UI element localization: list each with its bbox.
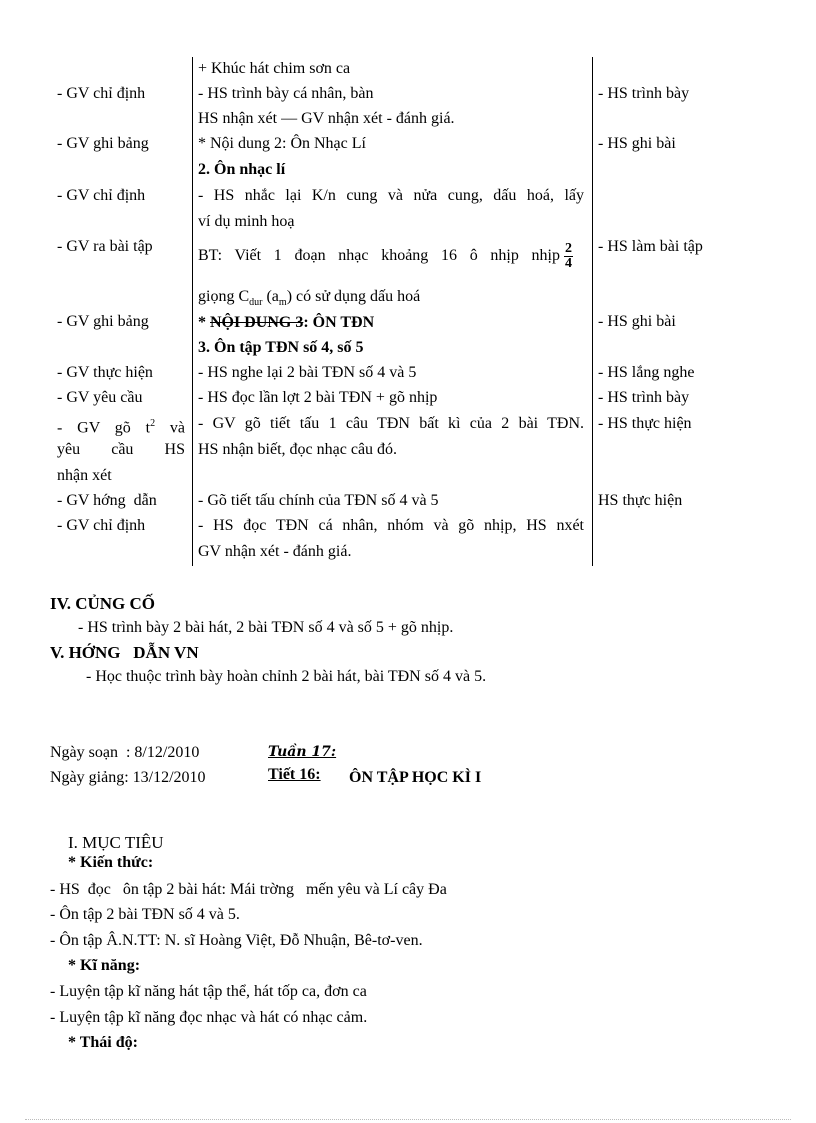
table-cell-mid: GV nhận xét - đánh giá. [198,543,352,560]
table-cell-mid: * Nội dung 2: Ôn Nhạc Lí [198,135,366,152]
table-right-rule [592,57,593,566]
table-left-rule [192,57,193,566]
date-taught: Ngày giảng: 13/12/2010 [50,769,206,786]
section-5-text: - Học thuộc trình bày hoàn chỉnh 2 bài hát, bài TĐN số 4 và 5. [86,668,487,685]
table-cell-left: - GV thực hiện [57,364,153,381]
time-signature-numerator: 2 [565,240,572,256]
key-rest: ) có sử dụng dấu hoá [286,288,421,305]
table-cell-right: - HS trình bày [598,85,690,102]
time-signature-denominator: 4 [565,255,572,271]
section-4-text: - HS trình bày 2 bài hát, 2 bài TĐN số 4 và số 5 + gõ nhịp. [78,619,454,636]
table-cell-left: - GV chỉ định [57,187,146,204]
knowledge-item: - HS đọc ôn tập 2 bài hát: Mái trờng mến yêu và Lí cây Đa [50,881,447,898]
table-cell-mid: - HS đọc lần lợt 2 bài TĐN + gõ nhịp [198,389,438,406]
table-cell-right: - HS thực hiện [598,415,692,432]
nd3-colon: : [303,314,309,331]
table-cell-mid [198,238,588,274]
attitude-heading: * Thái độ: [68,1034,138,1051]
skills-item: - Luyện tập kĩ năng hát tập thể, hát tốp ca, đơn ca [50,983,367,1000]
knowledge-item: - Ôn tập 2 bài TĐN số 4 và 5. [50,906,240,923]
table-cell-right: HS thực hiện [598,492,683,509]
table-cell-mid: HS nhận biết, đọc nhạc câu đó. [198,441,398,458]
table-cell-left [57,414,185,438]
period-label: Tiết 16: [268,766,321,783]
table-cell-mid: - HS nghe lại 2 bài TĐN số 4 và 5 [198,364,417,381]
lesson-title: ÔN TẬP HỌC KÌ I [349,769,482,786]
table-cell-mid: - GV gõ tiết tấu 1 câu TĐN bất kì của 2 bài TĐN. [198,415,584,432]
table-cell-right: - HS ghi bài [598,313,676,330]
table-cell-right: - HS trình bày [598,389,690,406]
table-cell-mid: HS nhận xét — GV nhận xét - đánh giá. [198,110,455,127]
table-cell-mid: - Gõ tiết tấu chính của TĐN số 4 và 5 [198,492,439,509]
table-cell-left: yêu cầu HS [57,441,185,458]
exercise-text: BT: Viết 1 đoạn nhạc khoảng 16 ô nhịp nhịp [198,247,560,265]
t2-rest: và [155,419,186,437]
table-cell-left: - GV ra bài tập [57,238,153,255]
table-cell-mid [198,287,420,313]
section-5-heading: V. HỚNG DẪN VN [50,643,199,662]
table-cell-right: - HS làm bài tập [598,238,703,255]
objectives-heading: I. MỤC TIÊU [68,833,164,852]
knowledge-heading: * Kiến thức: [68,854,154,871]
table-cell-left: - GV hớng dẫn [57,492,157,509]
date-prepared: Ngày soạn : 8/12/2010 [50,744,200,761]
key-subscript: dur [249,297,263,309]
table-cell-mid: + Khúc hát chim sơn ca [198,60,351,77]
nd3-star: * [198,314,210,331]
key-text: giọng C [198,288,250,305]
time-signature [564,242,573,271]
table-cell-mid [198,313,374,333]
table-subheading: 3. Ôn tập TĐN số 4, số 5 [198,339,364,356]
table-cell-left: nhận xét [57,467,112,484]
key-paren-subscript: m [278,297,287,309]
nd3-strike: NỘI DUNG 3 [210,314,304,331]
table-cell-left: - GV yêu cầu [57,389,143,406]
t2-superscript: 2 [150,418,156,429]
nd3-title: ÔN TĐN [312,314,375,331]
skills-item: - Luyện tập kĩ năng đọc nhạc và hát có nhạc cảm. [50,1009,368,1026]
table-cell-left: - GV chỉ định [57,85,146,102]
page-footer-rule [25,1119,791,1120]
skills-heading: * Kĩ năng: [68,957,141,974]
table-cell-left: - GV chỉ định [57,517,146,534]
table-cell-right: - HS ghi bài [598,135,676,152]
knowledge-item: - Ôn tập Â.N.TT: N. sĩ Hoàng Việt, Đỗ Nhuận, Bê-tơ-ven. [50,932,423,949]
table-cell-mid: - HS đọc TĐN cá nhân, nhóm và gõ nhịp, HS nxét [198,517,584,534]
table-cell-right: - HS lắng nghe [598,364,695,381]
table-cell-left: - GV ghi bảng [57,135,149,152]
gv-tap-text: - GV gõ t [57,419,151,437]
table-cell-mid: - HS nhắc lại K/n cung và nửa cung, dấu hoá, lấy [198,187,584,204]
table-cell-mid: ví dụ minh hoạ [198,213,295,230]
table-cell-mid: - HS trình bày cá nhân, bàn [198,85,374,102]
section-4-heading: IV. CỦNG CỐ [50,594,156,613]
week-label: Tuần 17: [268,744,337,760]
table-cell-left: - GV ghi bảng [57,313,149,330]
table-subheading: 2. Ôn nhạc lí [198,161,286,178]
key-paren: (a [262,288,279,305]
